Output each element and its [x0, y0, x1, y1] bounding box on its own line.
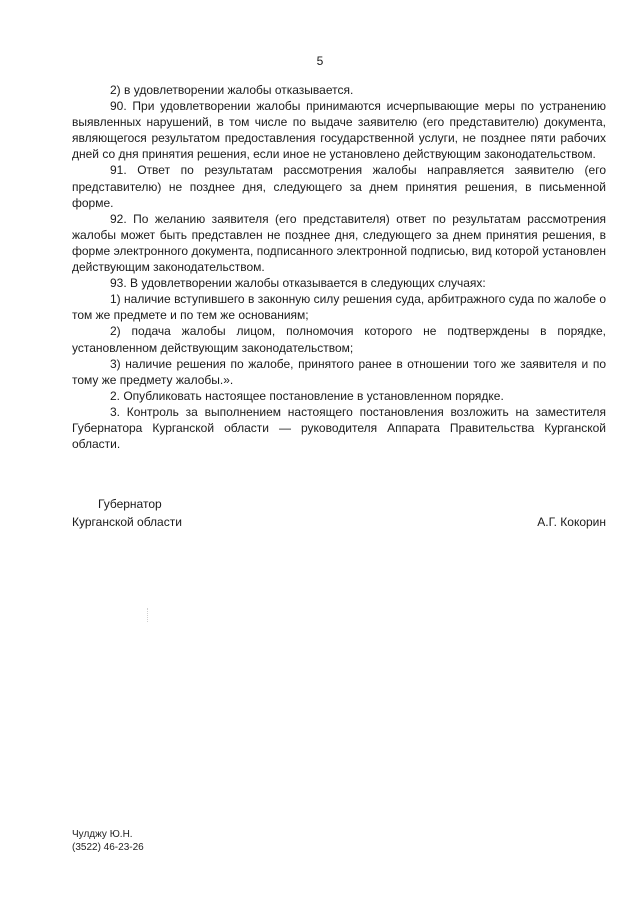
paragraph: 1) наличие вступившего в законную силу решения суда, арбитражного суда по жалобе о том же предмете и по тем же основаниям; — [72, 292, 606, 323]
paragraph: 2. Опубликовать настоящее постановление в установленном порядке. — [110, 388, 504, 403]
paragraph: 3) наличие решения по жалобе, принятого ранее в отношении того же заявителя и по тому же предмету жалобы.». — [72, 356, 606, 387]
paragraph: 3. Контроль за выполнением настоящего постановления возложить на заместителя Губернатора Курганской области — руководителя Аппарата Правительства Курганской области. — [72, 404, 606, 452]
scan-artifact — [147, 608, 150, 622]
executor-info — [72, 828, 144, 854]
paragraph: 93. В удовлетворении жалобы отказывается в следующих случаях: — [110, 276, 486, 291]
signatory-region: Курганской области — [72, 515, 182, 529]
paragraph: 2) подача жалобы лицом, полномочия которого не подтверждены в порядке, установленном действующим законодательством; — [72, 324, 606, 355]
document-body — [72, 82, 606, 452]
page-number: 5 — [316, 54, 324, 68]
paragraph: 90. При удовлетворении жалобы принимаются исчерпывающие меры по устранению выявленных нарушений, в том числе по выдаче заявителю (его представителю) документа, являющегося результатом предоставления государственной услуги, не позднее пяти рабочих дней со дня принятия решения, если иное не установлено действующим законодательством. — [72, 99, 606, 162]
signatory-title — [72, 495, 182, 531]
signatory-position: Губернатор — [98, 497, 162, 511]
paragraph: 2) в удовлетворении жалобы отказывается. — [110, 83, 354, 97]
paragraph: 92. По желанию заявителя (его представителя) ответ по результатам рассмотрения жалобы может быть представлен не позднее дня, следующего за днем принятия решения, в форме электронного документа, подписанного электронной подписью, вид которой установлен действующим законодательством. — [72, 211, 606, 275]
paragraph: 91. Ответ по результатам рассмотрения жалобы направляется заявителю (его представителю) не позднее дня, следующего за днем принятия решения, в письменной форме. — [72, 163, 606, 210]
executor-name: Чулджу Ю.Н. — [72, 829, 133, 840]
signatory-name: А.Г. Кокорин — [537, 515, 606, 529]
executor-phone: (3522) 46-23-26 — [72, 842, 144, 853]
